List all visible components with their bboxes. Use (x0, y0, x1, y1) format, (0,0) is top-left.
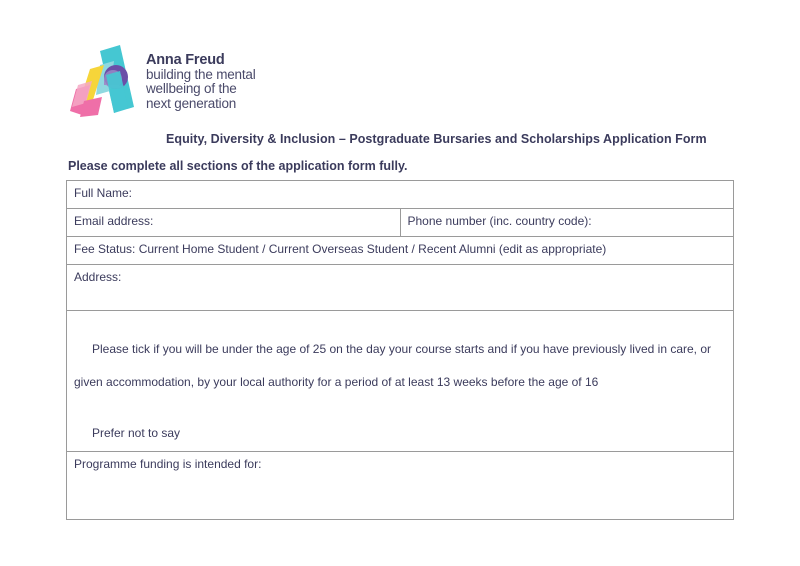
table-row-programme-funding (67, 452, 734, 520)
address-field[interactable] (67, 265, 734, 311)
email-label: Email address: (74, 214, 154, 228)
programme-funding-field[interactable] (67, 452, 734, 520)
form-title: Equity, Diversity & Inclusion – Postgraduate Bursaries and Scholarships Application Form (166, 132, 707, 146)
table-row-address (67, 265, 734, 311)
fee-status-label: Fee Status: Current Home Student / Current Overseas Student / Recent Alumni (edit as appropriate) (74, 242, 607, 256)
logo-mark-icon (70, 45, 138, 117)
care-declaration-body (67, 311, 733, 451)
table-row-email-phone (67, 209, 734, 237)
logo-tagline-3: next generation (146, 95, 237, 111)
logo-tagline-2: wellbeing of the (146, 81, 237, 96)
application-form-table (66, 180, 734, 520)
form-instruction: Please complete all sections of the application form fully. (68, 159, 408, 173)
prefer-not-to-say-option[interactable]: Prefer not to say (92, 426, 181, 440)
table-row-full-name (67, 181, 734, 209)
programme-funding-label: Programme funding is intended for: (74, 457, 262, 471)
full-name-label: Full Name: (74, 186, 133, 200)
email-field[interactable] (67, 209, 401, 237)
phone-field[interactable] (400, 209, 734, 237)
fee-status-field[interactable] (67, 237, 734, 265)
logo-name: Anna Freud (146, 52, 225, 68)
full-name-field[interactable] (67, 181, 734, 209)
phone-label: Phone number (inc. country code): (407, 214, 592, 228)
table-row-fee-status (67, 237, 734, 265)
table-row-care-declaration (67, 311, 734, 452)
anna-freud-logo (70, 45, 330, 125)
care-declaration-cell[interactable] (67, 311, 734, 452)
logo-tagline-1: building the mental (146, 66, 256, 82)
logo-wordmark (146, 53, 326, 111)
address-label: Address: (74, 270, 122, 284)
care-declaration-text: Please tick if you will be under the age of 25 on the day your course starts and if you have previously lived in care, or given accommodation, by your local authority for a period of at least 13 weeks before the age of 16 (74, 342, 712, 389)
